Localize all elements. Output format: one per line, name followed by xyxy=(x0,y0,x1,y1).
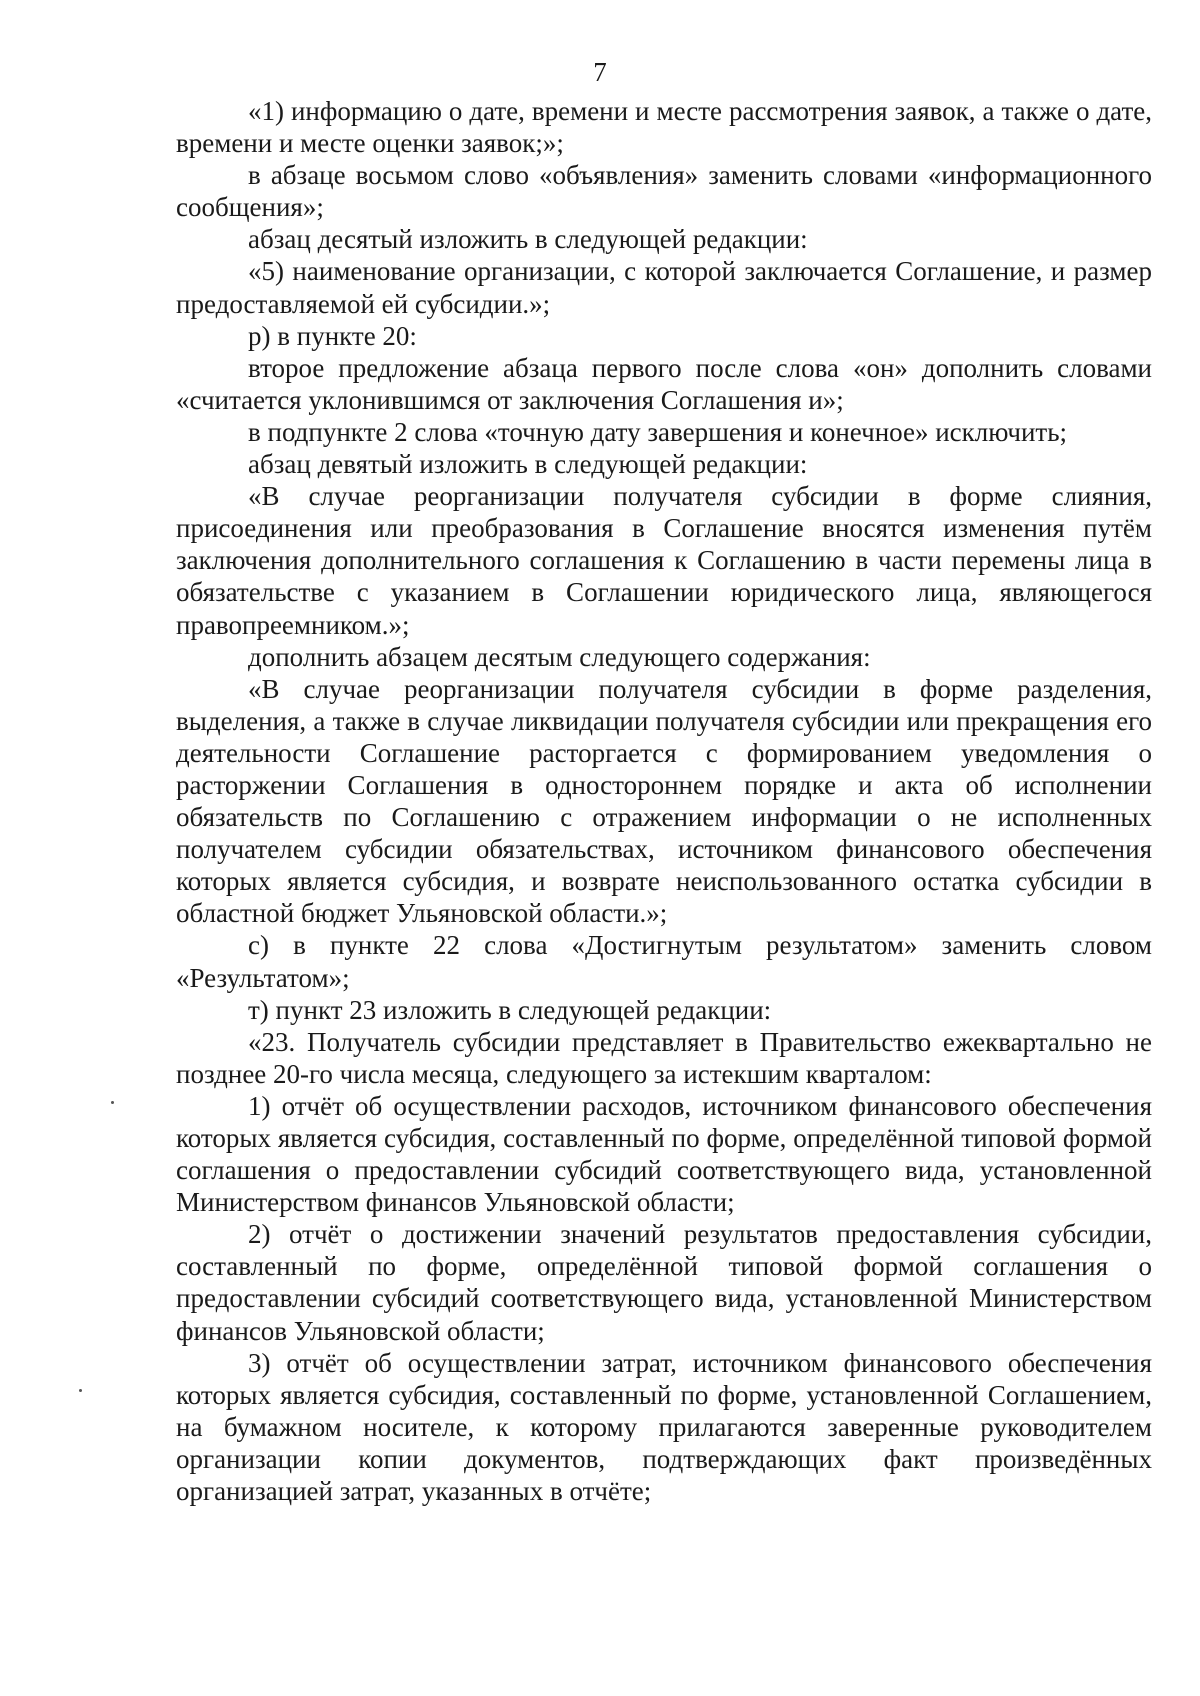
paragraph: абзац десятый изложить в следующей редакции: xyxy=(248,224,808,255)
paragraph: второе предложение абзаца первого после слова «он» дополнить словами «считается уклонившимся от заключения Соглашения и»; xyxy=(176,352,1152,415)
document-body xyxy=(176,95,1152,1507)
paragraph: «В случае реорганизации получателя субсидии в форме слияния, присоединения или преобразования в Соглашение вносятся изменения путём заключения дополнительного соглашения к Соглашению в части перемены лица в обязательстве с указанием в Соглашении юридического лица, являющегося правопреемником.»; xyxy=(176,481,1152,640)
paragraph: «5) наименование организации, с которой заключается Соглашение, и размер предоставляемой ей субсидии.»; xyxy=(176,256,1152,319)
paragraph: с) в пункте 22 слова «Достигнутым результатом» заменить словом «Результатом»; xyxy=(176,930,1152,993)
scan-speck xyxy=(111,1101,114,1104)
paragraph: «1) информацию о дате, времени и месте рассмотрения заявок, а также о дате, времени и месте оценки заявок;»; xyxy=(176,96,1152,159)
paragraph: т) пункт 23 изложить в следующей редакции: xyxy=(248,994,772,1025)
paragraph: «В случае реорганизации получателя субсидии в форме разделения, выделения, а также в случае ликвидации получателя субсидии или прекращения его деятельности Соглашение расторгается с формированием уведомления о расторжении Соглашения в одностороннем порядке и акта об исполнении обязательств по Соглашению с отражением информации о не исполненных получателем субсидии обязательствах, источником финансового обеспечения которых является субсидия, и возврате неиспользованного остатка субсидии в областной бюджет Ульяновской области.»; xyxy=(176,673,1152,929)
paragraph: 1) отчёт об осуществлении расходов, источником финансового обеспечения которых является субсидия, составленный по форме, определённой типовой формой соглашения о предоставлении субсидий соответствующего вида, установленной Министерством финансов Ульяновской области; xyxy=(176,1090,1152,1218)
paragraph: в абзаце восьмом слово «объявления» заменить словами «информационного сообщения»; xyxy=(176,160,1152,223)
paragraph: 2) отчёт о достижении значений результатов предоставления субсидии, составленный по форме, определённой типовой формой соглашения о предоставлении субсидий соответствующего вида, установленной Министерством финансов Ульяновской области; xyxy=(176,1219,1152,1346)
paragraph: «23. Получатель субсидии представляет в Правительство ежеквартально не позднее 20-го числа месяца, следующего за истекшим кварталом: xyxy=(176,1026,1152,1089)
page-number: 7 xyxy=(593,57,607,87)
paragraph: абзац девятый изложить в следующей редакции: xyxy=(248,449,808,480)
paragraph: р) в пункте 20: xyxy=(248,320,417,351)
paragraph: 3) отчёт об осуществлении затрат, источником финансового обеспечения которых является субсидия, составленный по форме, установленной Соглашением, на бумажном носителе, к которому прилагаются заверенные руководителем организации копии документов, подтверждающих факт произведённых организацией затрат, указанных в отчёте; xyxy=(176,1347,1152,1507)
scan-speck xyxy=(79,1389,82,1392)
paragraph: в подпункте 2 слова «точную дату завершения и конечное» исключить; xyxy=(248,416,1068,447)
paragraph: дополнить абзацем десятым следующего содержания: xyxy=(248,641,871,672)
